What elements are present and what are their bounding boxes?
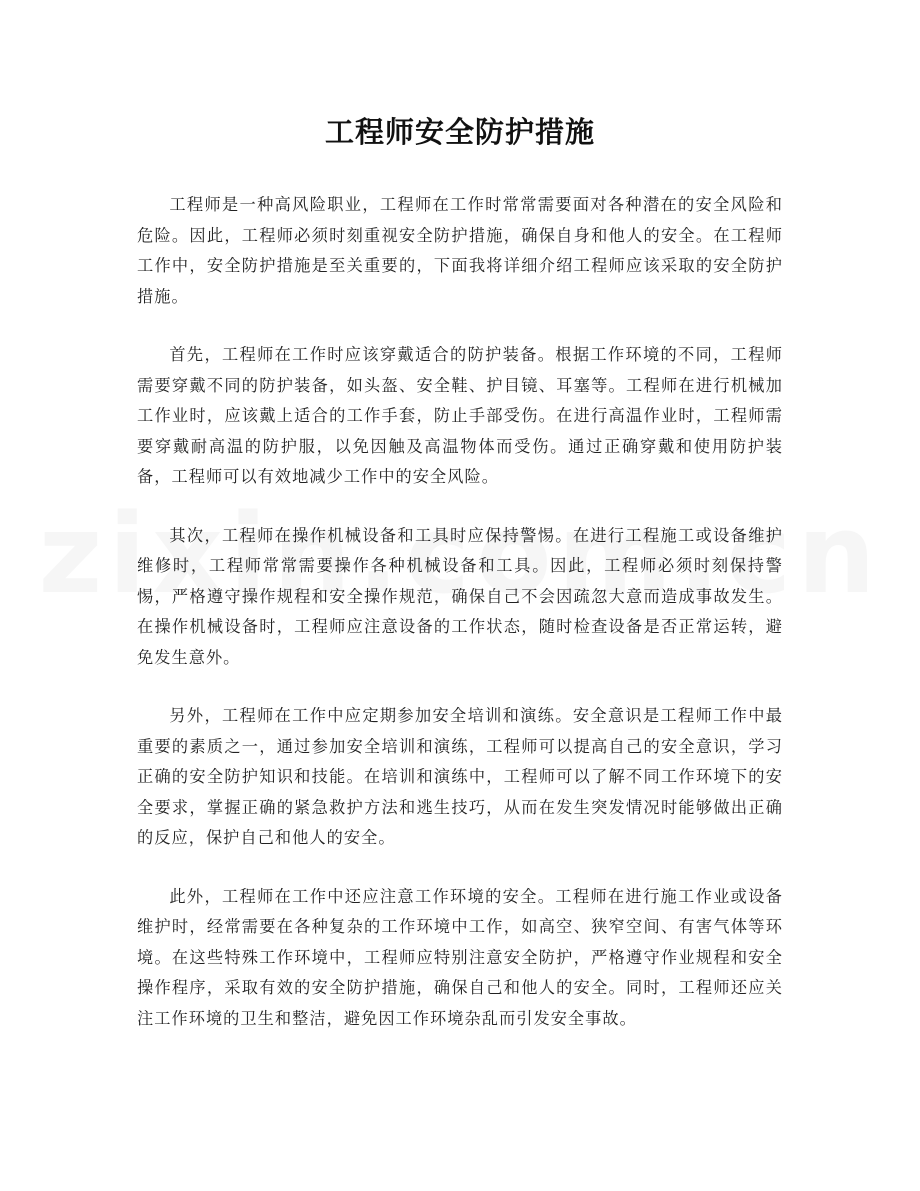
paragraph-3: 其次，工程师在操作机械设备和工具时应保持警惕。在进行工程施工或设备维护维修时，工程师常常需要操作各种机械设备和工具。因此，工程师必须时刻保持警惕，严格遵守操作规程和安全操作规范，确保自己不会因疏忽大意而造成事故发生。在操作机械设备时，工程师应注意设备的工作状态，随时检查设备是否正常运转，避免发生意外。 bbox=[137, 525, 783, 667]
document-body bbox=[137, 190, 783, 1034]
paragraph-2: 首先，工程师在工作时应该穿戴适合的防护装备。根据工作环境的不同，工程师需要穿戴不同的防护装备，如头盔、安全鞋、护目镜、耳塞等。工程师在进行机械加工作业时，应该戴上适合的工作手套，防止手部受伤。在进行高温作业时，工程师需要穿戴耐高温的防护服，以免因触及高温物体而受伤。通过正确穿戴和使用防护装备，工程师可以有效地减少工作中的安全风险。 bbox=[137, 345, 783, 486]
paragraph-5: 此外，工程师在工作中还应注意工作环境的安全。工程师在进行施工作业或设备维护时，经常需要在各种复杂的工作环境中工作，如高空、狭窄空间、有害气体等环境。在这些特殊工作环境中，工程师应特别注意安全防护，严格遵守作业规程和安全操作程序，采取有效的安全防护措施，确保自己和他人的安全。同时，工程师还应关注工作环境的卫生和整洁，避免因工作环境杂乱而引发安全事故。 bbox=[137, 886, 783, 1028]
document-title: 工程师安全防护措施 bbox=[324, 115, 595, 149]
paragraph-4: 另外，工程师在工作中应定期参加安全培训和演练。安全意识是工程师工作中最重要的素质之一，通过参加安全培训和演练，工程师可以提高自己的安全意识，学习正确的安全防护知识和技能。在培训和演练中，工程师可以了解不同工作环境下的安全要求，掌握正确的紧急救护方法和逃生技巧，从而在发生突发情况时能够做出正确的反应，保护自己和他人的安全。 bbox=[137, 706, 783, 847]
paragraph-1: 工程师是一种高风险职业，工程师在工作时常常需要面对各种潜在的安全风险和危险。因此，工程师必须时刻重视安全防护措施，确保自身和他人的安全。在工程师工作中，安全防护措施是至关重要的，下面我将详细介绍工程师应该采取的安全防护措施。 bbox=[137, 195, 783, 306]
